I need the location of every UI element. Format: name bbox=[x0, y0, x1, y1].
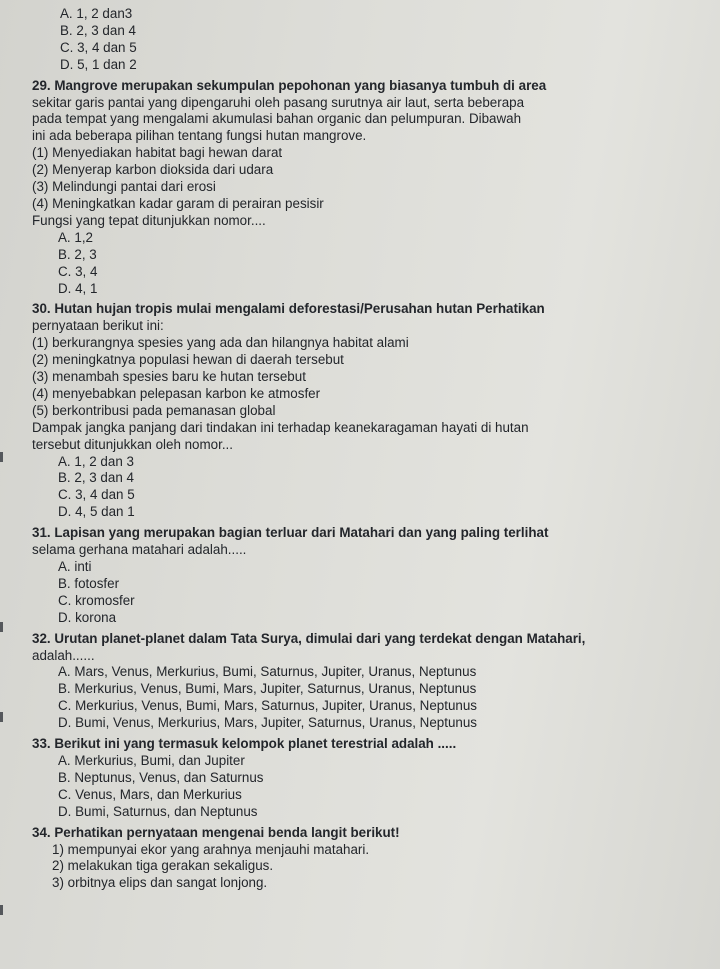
option-a: A. 1, 2 dan3 bbox=[60, 6, 133, 21]
statement-item: (1) berkurangnya spesies yang ada dan hilangnya habitat alami bbox=[32, 335, 409, 351]
page-edge-mark bbox=[0, 905, 3, 915]
question-28 bbox=[32, 6, 712, 74]
option-c: C. kromosfer bbox=[58, 592, 135, 608]
question-stem-line: selama gerhana matahari adalah..... bbox=[32, 542, 247, 558]
option-b: B. 2, 3 dan 4 bbox=[58, 470, 134, 486]
option-c: C. Venus, Mars, dan Merkurius bbox=[58, 786, 242, 802]
option-a: A. Mars, Venus, Merkurius, Bumi, Saturnus, Jupiter, Uranus, Neptunus bbox=[58, 664, 477, 680]
question-33 bbox=[32, 736, 712, 821]
statement-item: (4) menyebabkan pelepasan karbon ke atmosfer bbox=[32, 385, 321, 401]
question-stem-line: ini ada beberapa pilihan tentang fungsi hutan mangrove. bbox=[32, 128, 367, 144]
option-b: B. Neptunus, Venus, dan Saturnus bbox=[58, 769, 264, 785]
page-edge-mark bbox=[0, 622, 3, 632]
option-d: D. 4, 5 dan 1 bbox=[58, 504, 135, 520]
question-list bbox=[32, 6, 712, 892]
question-stem-line: 30. Hutan hujan tropis mulai mengalami deforestasi/Perusahan hutan Perhatikan bbox=[32, 301, 545, 317]
statement-item: (3) Melindungi pantai dari erosi bbox=[32, 179, 216, 195]
question-stem-line: 31. Lapisan yang merupakan bagian terluar dari Matahari dan yang paling terlihat bbox=[32, 525, 549, 541]
option-a: A. 1, 2 dan 3 bbox=[58, 453, 134, 469]
statement-item: (5) berkontribusi pada pemanasan global bbox=[32, 402, 276, 418]
question-stem-line: pernyataan berikut ini: bbox=[32, 318, 164, 334]
statement-item: (2) meningkatnya populasi hewan di daerah tersebut bbox=[32, 352, 344, 368]
option-b: B. 2, 3 bbox=[58, 246, 97, 262]
statement-item: (1) Menyediakan habitat bagi hewan darat bbox=[32, 145, 283, 161]
option-c: C. 3, 4 dan 5 bbox=[60, 39, 137, 55]
option-d: D. korona bbox=[58, 609, 117, 625]
option-d: D. 4, 1 bbox=[58, 280, 98, 296]
question-29 bbox=[32, 78, 712, 298]
question-stem-line: 29. Mangrove merupakan sekumpulan pepohonan yang biasanya tumbuh di area bbox=[32, 77, 547, 93]
page-edge-mark bbox=[0, 712, 3, 722]
question-stem-line: 32. Urutan planet-planet dalam Tata Surya, dimulai dari yang terdekat dengan Matahari, bbox=[32, 630, 586, 646]
question-prompt: tersebut ditunjukkan oleh nomor... bbox=[32, 436, 233, 452]
question-stem-line: adalah...... bbox=[32, 647, 95, 663]
option-a: A. Merkurius, Bumi, dan Jupiter bbox=[58, 752, 245, 768]
option-d: D. Bumi, Saturnus, dan Neptunus bbox=[58, 803, 258, 819]
option-c: C. 3, 4 dan 5 bbox=[58, 487, 135, 503]
option-a: A. inti bbox=[58, 559, 92, 574]
option-c: C. 3, 4 bbox=[58, 263, 98, 279]
option-d: D. Bumi, Venus, Merkurius, Mars, Jupiter, Saturnus, Uranus, Neptunus bbox=[58, 715, 478, 731]
statement-item: 1) mempunyai ekor yang arahnya menjauhi matahari. bbox=[52, 841, 370, 857]
question-31 bbox=[32, 525, 712, 626]
option-c: C. Merkurius, Venus, Bumi, Mars, Saturnus, Jupiter, Uranus, Neptunus bbox=[58, 698, 478, 714]
question-30 bbox=[32, 301, 712, 521]
statement-item: (3) menambah spesies baru ke hutan tersebut bbox=[32, 369, 306, 385]
statement-item: 3) orbitnya elips dan sangat lonjong. bbox=[52, 875, 268, 891]
statement-item: (2) Menyerap karbon dioksida dari udara bbox=[32, 162, 274, 178]
option-b: B. 2, 3 dan 4 bbox=[60, 22, 136, 38]
question-prompt: Fungsi yang tepat ditunjukkan nomor.... bbox=[32, 212, 266, 228]
option-d: D. 5, 1 dan 2 bbox=[60, 56, 137, 72]
statement-item: (4) Meningkatkan kadar garam di perairan pesisir bbox=[32, 195, 324, 211]
page-edge-mark bbox=[0, 452, 3, 462]
option-b: B. Merkurius, Venus, Bumi, Mars, Jupiter, Saturnus, Uranus, Neptunus bbox=[58, 681, 477, 697]
option-b: B. fotosfer bbox=[58, 575, 120, 591]
question-stem-line: 33. Berikut ini yang termasuk kelompok planet terestrial adalah ..... bbox=[32, 736, 457, 752]
question-stem-line: sekitar garis pantai yang dipengaruhi oleh pasang surutnya air laut, serta beberapa bbox=[32, 94, 525, 110]
question-34 bbox=[32, 825, 712, 893]
question-32 bbox=[32, 631, 712, 732]
question-prompt: Dampak jangka panjang dari tindakan ini terhadap keanekaragaman hayati di hutan bbox=[32, 419, 529, 435]
statement-item: 2) melakukan tiga gerakan sekaligus. bbox=[52, 858, 274, 874]
question-stem-line: pada tempat yang mengalami akumulasi bahan organic dan pelumpuran. Dibawah bbox=[32, 111, 522, 127]
option-a: A. 1,2 bbox=[58, 229, 93, 245]
question-stem-line: 34. Perhatikan pernyataan mengenai benda langit berikut! bbox=[32, 824, 400, 840]
